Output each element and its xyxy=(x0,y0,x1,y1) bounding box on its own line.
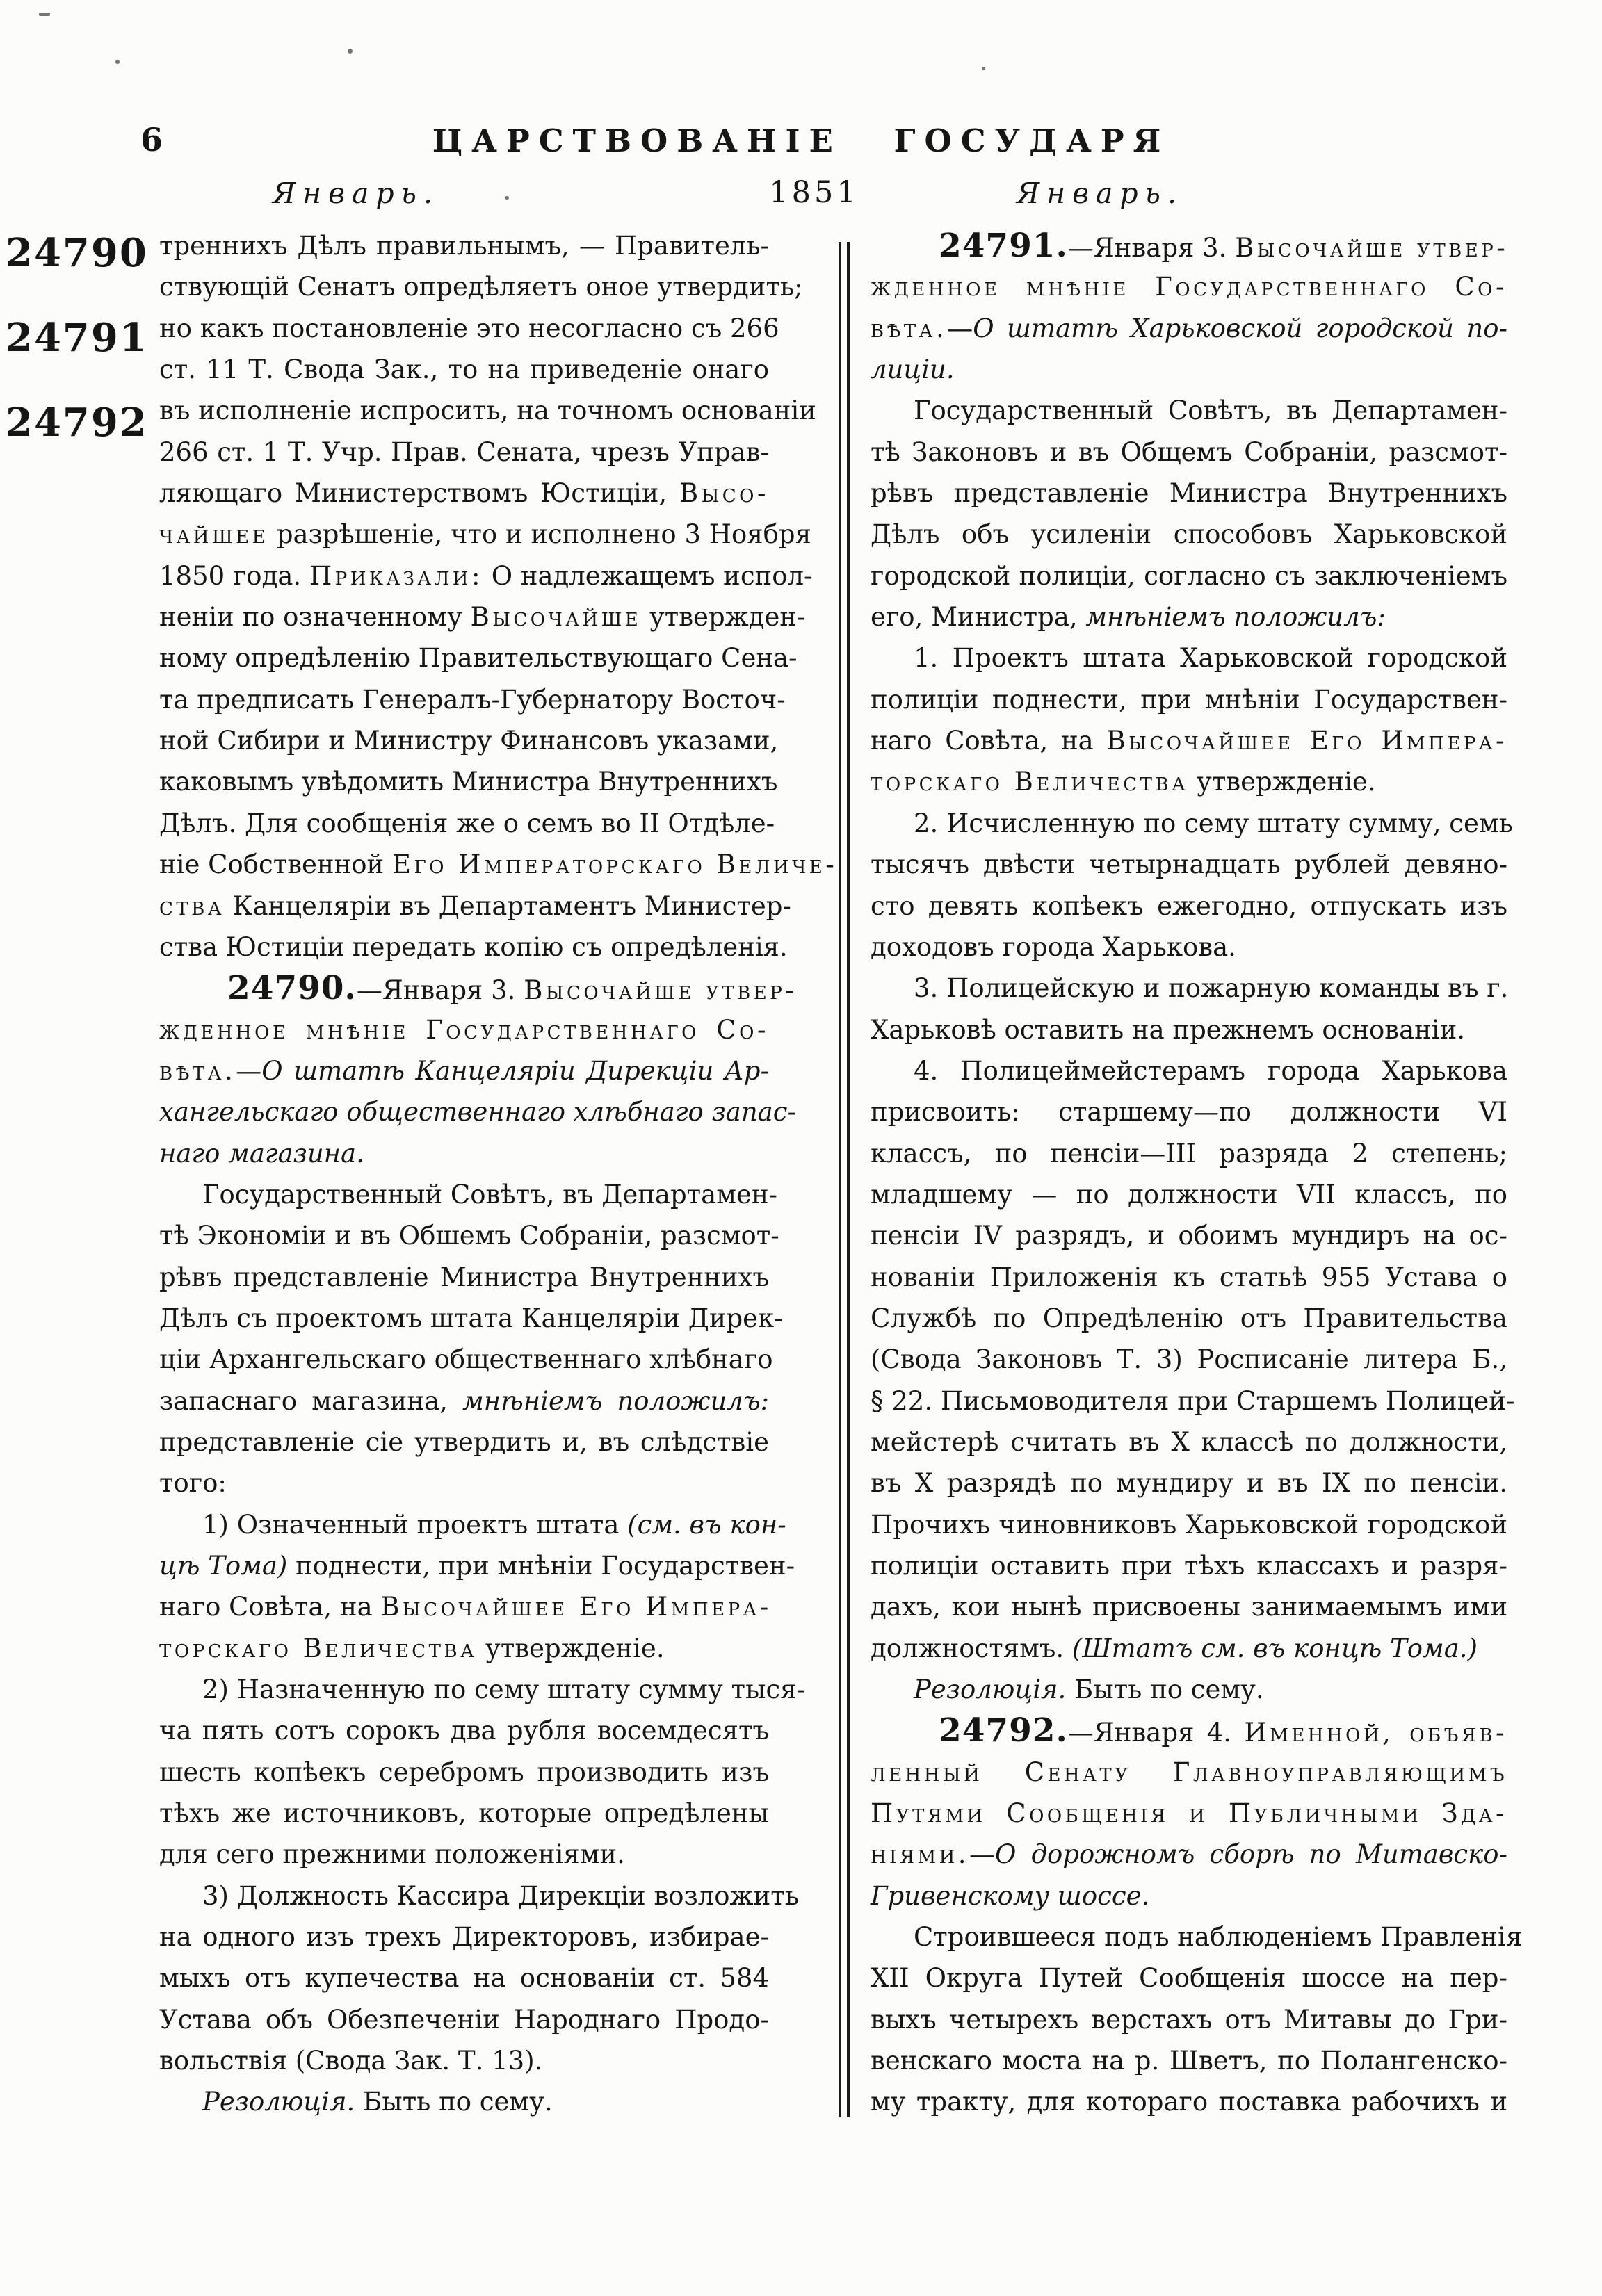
text-segment: полиціи поднести, при мнѣніи Государствен- xyxy=(871,684,1507,715)
text-segment: Государственный Совѣтъ, въ Департамен- xyxy=(202,1179,778,1210)
text-segment: доходовъ города Харькова. xyxy=(871,931,1236,962)
text-line xyxy=(871,1174,1507,1215)
text-segment: 24790. xyxy=(227,969,357,1008)
text-segment: Прочихъ чиновниковъ Харьковской городской xyxy=(871,1509,1507,1540)
text-segment: запаснаго магазина, xyxy=(159,1385,463,1416)
scan-speck xyxy=(348,49,353,54)
text-line xyxy=(159,1628,769,1669)
text-line xyxy=(871,1009,1507,1050)
text-segment: вѣта. xyxy=(871,313,948,343)
text-segment: должностямъ. xyxy=(871,1633,1072,1663)
month-label-right: Январь. xyxy=(1017,177,1184,210)
text-segment: мейстерѣ считать въ X классѣ по должности, xyxy=(871,1426,1507,1457)
text-segment: для сего прежними положеніями. xyxy=(159,1839,625,1870)
text-line xyxy=(871,1710,1507,1751)
text-line xyxy=(871,349,1507,390)
text-line xyxy=(871,1422,1507,1463)
text-segment: О надлежащемъ испол- xyxy=(483,560,813,591)
text-segment: Высочайшее Его Импера- xyxy=(1106,726,1507,756)
text-segment: треннихъ Дѣлъ правильнымъ, — Правитель- xyxy=(159,231,769,261)
text-segment: 24791. xyxy=(939,227,1068,265)
text-segment: каковымъ увѣдомить Министра Внутреннихъ xyxy=(159,767,778,797)
text-segment: тѣхъ же источниковъ, которые опредѣлены xyxy=(159,1798,769,1829)
text-segment: ному опредѣленію Правительствующаго Сена- xyxy=(159,643,798,674)
scan-speck xyxy=(115,60,120,64)
text-line xyxy=(159,225,769,266)
text-segment: мнѣніемъ положилъ: xyxy=(1085,602,1386,633)
text-line xyxy=(159,1339,773,1380)
text-segment: нованіи Приложенія къ статьѣ 955 Устава о xyxy=(871,1262,1507,1292)
text-segment: ціи Архангельскаго общественнаго хлѣбнаго xyxy=(159,1344,773,1375)
text-line xyxy=(871,1628,1507,1669)
text-line xyxy=(159,349,769,390)
text-segment: полиціи оставить при тѣхъ классахъ и разря- xyxy=(871,1551,1507,1581)
text-segment: рѣвъ представленіе Министра Внутреннихъ xyxy=(871,478,1507,509)
text-line xyxy=(159,266,803,307)
text-segment: § 22. Письмоводителя при Старшемъ Полицей- xyxy=(871,1385,1515,1416)
text-line xyxy=(159,927,788,968)
text-line xyxy=(871,1916,1523,1957)
text-segment: 3. Полицейскую и пожарную команды въ г. xyxy=(914,973,1509,1004)
text-segment: 2. Исчисленную по сему штату сумму, семь xyxy=(914,808,1513,838)
text-segment: ной Сибири и Министру Финансовъ указами, xyxy=(159,726,779,756)
text-segment: — xyxy=(947,313,973,343)
text-segment: ніями. xyxy=(871,1839,969,1870)
text-line xyxy=(871,1133,1507,1174)
text-segment: та предписать Генералъ-Губернатору Восточ- xyxy=(159,684,786,715)
text-line xyxy=(871,1091,1507,1132)
text-line xyxy=(871,266,1507,307)
text-line xyxy=(159,1133,769,1174)
text-segment: въ X разрядѣ по мундиру и въ IX по пенсіи. xyxy=(871,1468,1507,1499)
text-segment: ства Юстиціи передать копію съ опредѣленія. xyxy=(159,931,788,962)
text-line xyxy=(159,1463,769,1504)
text-segment: шесть копѣекъ серебромъ производить изъ xyxy=(159,1757,769,1787)
text-line xyxy=(871,968,1507,1009)
text-segment: въ исполненіе испросить, на точномъ основаніи xyxy=(159,396,816,426)
margin-entry-number: 24791 xyxy=(6,315,148,361)
text-segment: вѣта. xyxy=(159,1055,236,1086)
text-line xyxy=(871,308,1507,349)
text-line xyxy=(159,308,779,349)
text-segment: мыхъ отъ купечества на основаніи ст. 584 xyxy=(159,1963,769,1994)
text-segment: Высо- xyxy=(679,478,769,509)
text-line xyxy=(159,1875,799,1916)
text-segment: наго Совѣта, на xyxy=(159,1592,381,1622)
text-segment: рѣвъ представленіе Министра Внутреннихъ xyxy=(159,1262,769,1292)
text-segment: на одного изъ трехъ Директоровъ, избирае- xyxy=(159,1922,769,1953)
text-segment: ства xyxy=(159,890,225,921)
text-line xyxy=(871,1545,1507,1586)
text-segment: Дѣлъ. Для сообщенія же о семъ во II Отдѣле- xyxy=(159,808,775,838)
text-segment: ніе Собственной xyxy=(159,849,392,880)
text-segment: —Января 4. xyxy=(1067,1718,1245,1748)
text-line xyxy=(871,1875,1507,1916)
text-line xyxy=(159,555,813,596)
text-line xyxy=(871,927,1507,968)
text-line xyxy=(871,473,1507,514)
text-line xyxy=(159,1381,769,1422)
text-line xyxy=(159,1298,783,1339)
text-segment: хангельскаго общественнаго хлѣбнаго запас- xyxy=(159,1097,796,1127)
text-segment: торскаго Величества xyxy=(159,1633,478,1663)
text-line xyxy=(159,1669,806,1710)
text-segment: торскаго Величества xyxy=(871,767,1189,797)
text-segment: выхъ четырехъ верстахъ отъ Митавы до Гри- xyxy=(871,2004,1507,2035)
text-line xyxy=(871,720,1507,761)
text-segment: Высочайше xyxy=(470,602,642,633)
text-segment: младшему — по должности VII классъ, по xyxy=(871,1179,1507,1210)
text-line xyxy=(871,1504,1507,1545)
text-segment: Дѣлъ съ проектомъ штата Канцеляріи Дирек- xyxy=(159,1303,783,1333)
text-segment: присвоить: старшему—по должности VI xyxy=(871,1097,1507,1127)
text-segment: жденное мнѣніе Государственнаго Со- xyxy=(159,1014,769,1045)
text-segment: О дорожномъ сборѣ по Митавско- xyxy=(995,1839,1507,1870)
text-segment: Именной, объяв- xyxy=(1244,1718,1507,1748)
text-segment: утвержден- xyxy=(641,602,806,633)
text-segment: Путями Сообщенія и Публичными Зда- xyxy=(871,1798,1507,1829)
text-line xyxy=(871,2040,1507,2081)
text-segment: Службѣ по Опредѣленію отъ Правительства xyxy=(871,1303,1507,1333)
text-segment: Быть по сему. xyxy=(355,2087,553,2117)
text-line xyxy=(871,886,1507,927)
text-segment: Быть по сему. xyxy=(1066,1675,1264,1705)
text-segment: вольствія (Свода Зак. Т. 13). xyxy=(159,2046,543,2076)
text-line xyxy=(871,1752,1507,1793)
text-line xyxy=(871,679,1507,720)
text-segment: Его Императорскаго Величе- xyxy=(391,849,838,880)
text-segment: 2) Назначенную по сему штату сумму тыся- xyxy=(202,1675,806,1705)
month-label-left: Январь. xyxy=(273,177,440,210)
text-line xyxy=(159,596,806,637)
text-segment: Резолюція. xyxy=(202,2087,355,2117)
text-segment: сто девять копѣекъ ежегодно, отпускать изъ xyxy=(871,890,1507,921)
year-label: 1851 xyxy=(769,175,859,210)
text-line xyxy=(159,1545,795,1586)
text-line xyxy=(159,473,769,514)
text-line xyxy=(159,2040,769,2081)
text-segment: Государственный Совѣтъ, въ Департамен- xyxy=(914,396,1507,426)
text-line xyxy=(159,514,811,555)
text-segment: му тракту, для котораго поставка рабочихъ и xyxy=(871,2087,1507,2117)
text-segment: классъ, по пенсіи—III разряда 2 степень; xyxy=(871,1138,1507,1169)
text-line xyxy=(159,1586,772,1627)
text-line xyxy=(871,1957,1507,1998)
text-segment: Строившееся подъ наблюденіемъ Правленія xyxy=(914,1922,1523,1953)
text-segment: лиціи. xyxy=(871,355,955,385)
text-line xyxy=(871,1463,1507,1504)
text-line xyxy=(159,1752,769,1793)
text-line xyxy=(871,555,1507,596)
text-line xyxy=(159,1916,769,1957)
scan-speck xyxy=(982,67,985,70)
text-segment: тѣ Экономіи и въ Обшемъ Собраніи, разсмот- xyxy=(159,1221,779,1251)
text-segment: 1850 года. xyxy=(159,560,309,591)
text-line xyxy=(159,1504,786,1545)
text-segment: но какъ постановленіе это несогласно съ 266 xyxy=(159,313,779,343)
text-line xyxy=(159,1957,769,1998)
text-segment: того: xyxy=(159,1468,227,1499)
text-line xyxy=(871,225,1507,266)
text-line xyxy=(871,514,1507,555)
text-line xyxy=(159,1834,769,1875)
text-segment: 24792. xyxy=(939,1711,1068,1750)
left-text-column xyxy=(159,225,838,2123)
text-segment: Дѣлъ объ усиленіи способовъ Харьковской xyxy=(871,519,1507,550)
text-segment: (Свода Законовъ Т. 3) Росписаніе литера Б., xyxy=(871,1344,1507,1375)
text-line xyxy=(871,1381,1515,1422)
text-segment: 1) Означенный проектъ штата xyxy=(202,1509,628,1540)
text-line xyxy=(159,1050,769,1091)
text-segment: Приказали: xyxy=(309,560,483,591)
text-segment: (см. въ кон- xyxy=(627,1509,786,1540)
text-segment: ляющаго Министерствомъ Юстиціи, xyxy=(159,478,680,509)
text-line xyxy=(159,720,779,761)
text-line xyxy=(159,886,791,927)
text-segment: чайшее xyxy=(159,519,269,550)
text-segment: его, Министра, xyxy=(871,602,1086,633)
text-line xyxy=(871,1215,1507,1256)
text-segment: неніи по означенному xyxy=(159,602,471,633)
text-line xyxy=(159,1422,769,1463)
text-segment: Высочайшее Его Импера- xyxy=(380,1592,772,1622)
text-line xyxy=(871,637,1507,678)
text-line xyxy=(871,1669,1507,1710)
text-segment: О штатѣ Харьковской городской по- xyxy=(973,313,1507,343)
text-segment: представленіе сіе утвердить и, въ слѣдствіе xyxy=(159,1426,769,1457)
text-segment: жденное мнѣніе Государственнаго Со- xyxy=(871,272,1507,302)
text-line xyxy=(871,1999,1507,2040)
text-segment: Канцеляріи въ Департаментъ Министер- xyxy=(225,890,791,921)
text-segment: XII Округа Путей Сообщенія шоссе на пер- xyxy=(871,1963,1507,1994)
text-line xyxy=(159,1215,779,1256)
text-line xyxy=(159,390,816,431)
text-line xyxy=(159,679,786,720)
text-line xyxy=(159,2081,769,2122)
text-segment: утвержденіе. xyxy=(477,1633,665,1663)
text-line xyxy=(159,1009,769,1050)
column-divider-rule xyxy=(839,242,850,2117)
text-segment: Резолюція. xyxy=(914,1675,1067,1705)
text-line xyxy=(159,803,775,844)
text-segment: тѣ Законовъ и въ Общемъ Собраніи, разсмот- xyxy=(871,437,1507,467)
text-line xyxy=(159,637,798,678)
text-line xyxy=(159,844,838,885)
text-segment: ленный Сенату Главноуправляющимъ xyxy=(871,1757,1507,1787)
text-segment: дахъ, кои нынѣ присвоены занимаемымъ ими xyxy=(871,1592,1507,1622)
text-segment: О штатѣ Канцеляріи Дирекціи Ар- xyxy=(261,1055,769,1086)
text-line xyxy=(871,432,1507,473)
text-line xyxy=(159,761,778,802)
text-line xyxy=(871,1834,1507,1875)
text-segment: — xyxy=(236,1055,262,1086)
text-segment: — xyxy=(969,1839,995,1870)
text-segment: ча пять сотъ сорокъ два рубля восемдесятъ xyxy=(159,1716,769,1746)
text-segment: 4. Полицеймейстерамъ города Харькова xyxy=(914,1055,1507,1086)
text-line xyxy=(871,761,1507,802)
text-line xyxy=(159,1091,796,1132)
margin-entry-number: 24792 xyxy=(6,400,148,446)
text-segment: разрѣшеніе, что и исполнено 3 Ноября xyxy=(268,519,811,550)
text-segment: городской полиціи, согласно съ заключеніемъ xyxy=(871,560,1507,591)
text-line xyxy=(871,1339,1507,1380)
text-line xyxy=(159,432,769,473)
text-segment: наго магазина. xyxy=(159,1138,364,1169)
text-line xyxy=(871,596,1507,637)
text-line xyxy=(871,2081,1507,2122)
scan-speck xyxy=(39,13,50,16)
text-line xyxy=(871,390,1507,431)
text-line xyxy=(159,1999,769,2040)
text-segment: Устава объ Обезпеченіи Народнаго Продо- xyxy=(159,2004,769,2035)
text-segment: поднести, при мнѣніи Государствен- xyxy=(287,1551,795,1581)
text-segment: 1. Проектъ штата Харьковской городской xyxy=(914,643,1507,674)
text-line xyxy=(159,1793,769,1834)
text-line xyxy=(871,1793,1507,1834)
text-segment: Высочайше утвер- xyxy=(524,975,798,1006)
text-segment: ствующій Сенатъ опредѣляетъ оное утвердить; xyxy=(159,272,803,302)
text-line xyxy=(871,1050,1507,1091)
text-line xyxy=(871,1257,1507,1298)
text-line xyxy=(159,1257,769,1298)
text-segment: наго Совѣта, на xyxy=(871,726,1107,756)
text-segment: венскаго моста на р. Шветъ, по Полангенско- xyxy=(871,2046,1507,2076)
text-line xyxy=(871,1298,1507,1339)
text-line xyxy=(871,1586,1507,1627)
text-segment: (Штатъ см. въ концѣ Тома.) xyxy=(1071,1633,1478,1663)
text-segment: Гривенскому шоссе. xyxy=(871,1880,1150,1911)
text-segment: Харьковѣ оставить на прежнемъ основаніи. xyxy=(871,1014,1466,1045)
text-segment: ст. 11 Т. Свода Зак., то на приведеніе онаго xyxy=(159,355,769,385)
text-segment: цѣ Тома) xyxy=(159,1551,288,1581)
right-text-column xyxy=(871,225,1523,2123)
text-line xyxy=(159,1710,769,1751)
text-segment: утвержденіе. xyxy=(1188,767,1376,797)
scan-speck xyxy=(505,196,509,200)
text-line xyxy=(871,803,1513,844)
text-line xyxy=(159,968,798,1009)
text-segment: Высочайше утвер- xyxy=(1235,233,1509,263)
text-line xyxy=(159,1174,778,1215)
text-segment: мнѣніемъ положилъ: xyxy=(462,1385,769,1416)
margin-entry-number: 24790 xyxy=(6,230,148,276)
running-header: ЦАРСТВОВАНІЕ ГОСУДАРЯ xyxy=(432,122,1170,159)
text-segment: —Января 3. xyxy=(356,975,524,1006)
text-segment: тысячъ двѣсти четырнадцать рублей девяно- xyxy=(871,849,1507,880)
text-segment: 3) Должность Кассира Дирекціи возложить xyxy=(202,1880,799,1911)
page-number: 6 xyxy=(140,121,163,158)
text-segment: пенсіи IV разрядъ, и обоимъ мундиръ на ос- xyxy=(871,1221,1507,1251)
text-line xyxy=(871,844,1507,885)
text-segment: —Января 3. xyxy=(1067,233,1236,263)
text-segment: 266 ст. 1 Т. Учр. Прав. Сената, чрезъ Управ- xyxy=(159,437,769,467)
